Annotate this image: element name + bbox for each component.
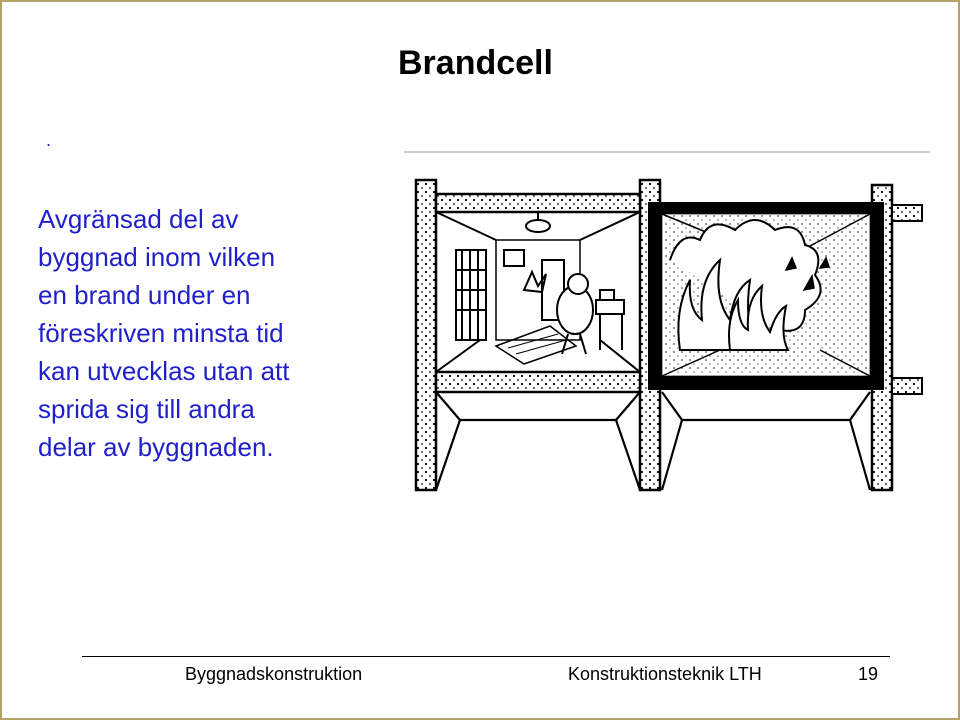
burning-room [662,214,870,376]
body-line: delar av byggnaden. [38,432,274,462]
body-line: Avgränsad del av [38,204,239,234]
slide-title: Brandcell [398,44,553,82]
body-line: sprida sig till andra [38,394,255,424]
body-text [38,200,378,466]
bullet-marker: . [46,130,52,150]
fire-compartment-illustration [400,150,930,500]
footer-course: Byggnadskonstruktion [185,664,363,684]
body-line: byggnad inom vilken [38,242,276,272]
footer-divider [82,656,890,657]
body-line: föreskriven minsta tid [38,318,284,348]
body-line: kan utvecklas utan att [38,356,290,386]
body-line: en brand under en [38,280,251,310]
page-number: 19 [858,664,879,684]
footer-department: Konstruktionsteknik LTH [568,664,762,684]
